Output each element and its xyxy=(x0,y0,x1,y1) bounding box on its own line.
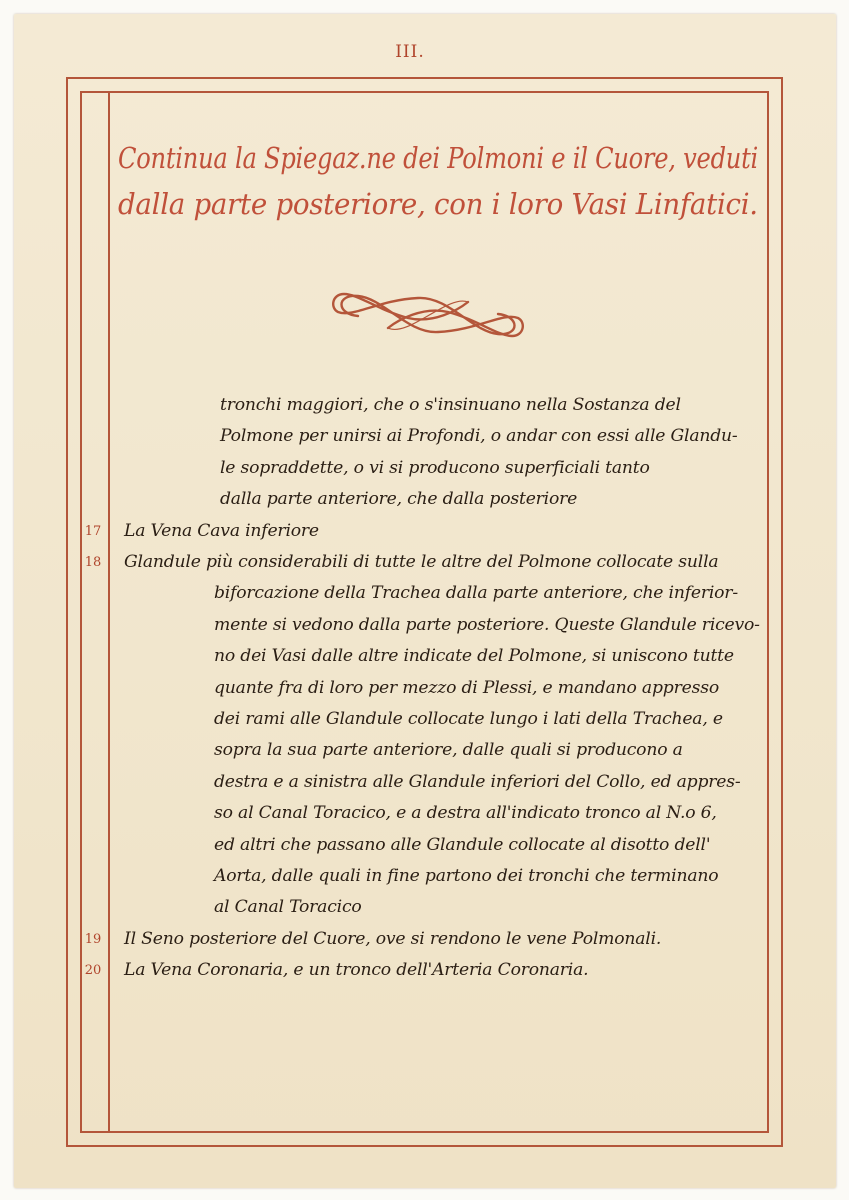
entry-number: 19 xyxy=(84,931,102,947)
continuation-line: dalla parte anteriore, che dalla posteriore xyxy=(220,489,578,510)
continuation-line: Polmone per unirsi ai Profondi, o andar con essi alle Glandu- xyxy=(220,426,738,447)
entry-number: 18 xyxy=(84,555,102,570)
entry-continuation-line: Aorta, dalle quali in fine partono dei tronchi che terminano xyxy=(214,866,719,886)
page-title xyxy=(118,135,758,227)
entry-number: 17 xyxy=(84,523,102,539)
entry-continuation-line: al Canal Toracico xyxy=(214,897,362,918)
entry-continuation-line: quante fra di loro per mezzo di Plessi, e mandano appresso xyxy=(214,677,719,698)
entry-text: La Vena Coronaria, e un tronco dell'Arteria Coronaria. xyxy=(124,960,589,981)
continuation-line: le sopraddette, o vi si producono superficiali tanto xyxy=(220,457,650,478)
entry-number: 20 xyxy=(84,963,102,979)
entry-continuation-line: dei rami alle Glandule collocate lungo i lati della Trachea, e xyxy=(214,709,723,729)
title-line-1: Continua la Spiegaz.ne dei Polmoni e il Cuore, veduti xyxy=(118,141,759,175)
entry-continuation-line: destra e a sinistra alle Glandule inferiori del Collo, ed appres- xyxy=(214,771,741,792)
entry-text: Il Seno posteriore del Cuore, ove si rendono le vene Polmonali. xyxy=(124,928,662,949)
entry-continuation-line: biforcazione della Trachea dalla parte anteriore, che inferior- xyxy=(214,583,738,604)
entry-continuation-line: so al Canal Toracico, e a destra all'indicato tronco al N.o 6, xyxy=(214,803,717,824)
entry-continuation-line: mente si vedono dalla parte posteriore. Queste Glandule ricevo- xyxy=(214,614,760,635)
margin-rule xyxy=(108,91,110,1133)
entry-text: La Vena Cava inferiore xyxy=(124,520,319,541)
entry-continuation-line: sopra la sua parte anteriore, dalle quali si producono a xyxy=(214,740,683,761)
calligraphic-flourish-ornament xyxy=(328,286,528,344)
entry-text: Glandule più considerabili di tutte le altre del Polmone collocate sulla xyxy=(124,552,719,572)
title-line-2: dalla parte posteriore, con i loro Vasi Linfatici. xyxy=(118,187,758,221)
continuation-line: tronchi maggiori, che o s'insinuano nella Sostanza del xyxy=(220,395,681,415)
entry-continuation-line: ed altri che passano alle Glandule collocate al disotto dell' xyxy=(214,834,711,855)
entry-continuation-line: no dei Vasi dalle altre indicate del Polmone, si uniscono tutte xyxy=(214,646,734,667)
page-number: III. xyxy=(395,42,425,62)
